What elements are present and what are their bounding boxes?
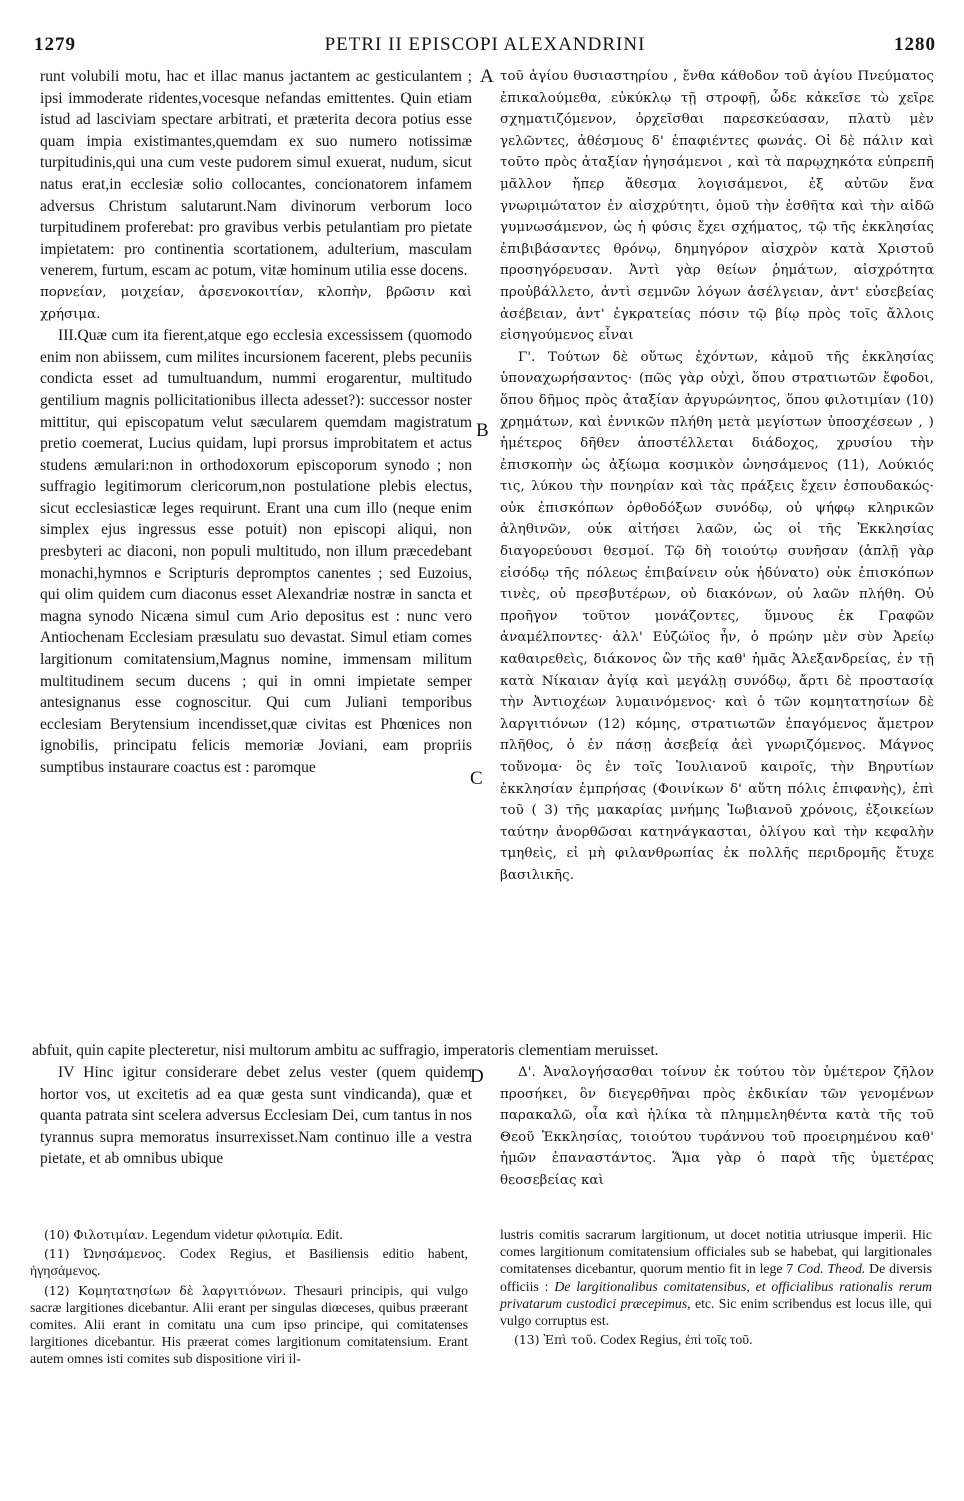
footnote-13-text: Codex Regius, ἐπὶ τοῖς τοῦ. <box>600 1332 753 1348</box>
footnote-13 <box>500 1331 932 1348</box>
footnote-12-quote: De largitionalibus comitatensibus, et officialibus rationalis rerum privatarum custodici præcepimus, <box>500 1278 932 1311</box>
footnote-12-cod: Cod. Theod. <box>797 1261 866 1277</box>
latin-greek-tail: πορνείαν, μοιχείαν, ἀρσενοκοιτίαν, κλοπὴν, βρῶσιν καὶ χρήσιμα. <box>40 284 472 322</box>
footnote-10-lemma: (10) Φιλοτιμίαν. <box>44 1227 149 1242</box>
greek-column <box>500 66 934 1038</box>
section-marker-a: A <box>480 66 494 87</box>
footnote-11 <box>30 1245 468 1279</box>
footnotes-left <box>30 1226 468 1370</box>
greek-paragraph-ii-end: τοῦ ἁγίου θυσιαστηρίου , ἔνθα κάθοδον τοῦ ἁγίου Πνεύματος ἐπικαλούμεθα, εὐκύκλῳ τῇ στροφῇ, ὧδε κἀκεῖσε τὼ χεῖρε σχηματιζόμενον, ὀρχεῖσθαι παρεσκεύασαν, πλατὺ μὲν γελῶντες, ἀθέσμους δ' ἐπαφιέντες φωνάς. Οἱ δὲ πάλιν καὶ τοῦτο πρὸς ἀταξίαν ἡγησάμενοι , καὶ τὰ παρῳχηκότα εὐπρεπῆ μᾶλλον ἤπερ ἄθεσμα λογισάμενοι, ἐξ αὐτῶν ἕνα γνωριμώτατον ἐν αἰσχρύτητι, ὁμοῦ τὴν ἐσθῆτα καὶ τὴν αἰδῶ γυμνωσάμενον, ὡς ἡ φύσις ἔχει σχήματος, τῷ τῆς ἐκκλησίας ἐπιβιβάσαντες θρόνῳ, δημηγόρον αἰσχρὸν κατὰ Χριστοῦ προσηγόρευσαν. Ἀντὶ γὰρ θείων ῥημάτων, αἰσχρότητα προὐβάλλετο, ἀντὶ σεμνῶν λόγων ἀσέλγειαν, ἀντ' εὐσεβείας ἀσέβειαν, ἀντ' ἐγκρατείας πόσιν τῷ βίῳ πρὸς τοῖς ἄλλοις εἰσηγούμενος εἶναι <box>500 69 934 344</box>
section-marker-d: D <box>470 1066 484 1087</box>
footnote-10 <box>30 1226 468 1243</box>
footnotes-right <box>500 1226 932 1350</box>
latin-column <box>40 66 472 1038</box>
latin-paragraph-ii-end: runt volubili motu, hac et illac manus jactantem ac gesticulantem ; ipsi immoderate ridentes,vocesque nefandas emittentes. Quin etiam istud ad lasciviam spectare arbitrati, et præterita decora potius esse quam impia existimantes,quemdam ex suo numero notissimæ turpitudinis,qui una cum veste pudorem simul exuerat, nudum, sicut natus erat,in ecclesiæ solio collocantes, concionatorem infamem adversus Christum salutarunt.Nam divinorum verborum loco turpitudinem proferebat: pro gravibus verbis petulantiam pro pietate impietatem: pro continentia scortationem, adulterium, masculam venerem, furtum, escam ac potum, vitæ hominum utilia esse docens. <box>40 68 472 280</box>
footnote-12-cont-a: lustris comitis sacrarum largitionum, ut docet notitia utriusque imperii. Hic comes largitionum comitatensium officiales sub se habebat, qui largitionales comitatenses dicebantur, quorum mentio fit in lege 7 <box>500 1227 932 1277</box>
footnote-10-text: Legendum videtur φιλοτιμία. Edit. <box>151 1227 343 1242</box>
greek-paragraph-iv: Δ'. Ἀναλογήσασθαι τοίνυν ἐκ τούτου τὸν ὑμέτερον ζῆλον προσήκει, ὃν διεγερθῆναι πρὸς ἐκδικίαν τῶν γενομένων παρακαλῶ, οἷα καὶ ἡλίκα τὰ πλημμεληθέντα κατὰ τῆς τοῦ Θεοῦ Ἐκκλησίας, τοιούτου τυράννου τοῦ προειρημένου καθ' ἡμῶν ἐπαναστάντος. Ἅμα γὰρ ὁ παρὰ τῆς ὑμετέρας θεοσεβείας καὶ <box>500 1065 934 1188</box>
footnote-13-lemma: (13) Ἐπὶ τοῦ. <box>514 1332 597 1348</box>
latin-column-iv <box>40 1062 472 1212</box>
running-header <box>34 34 936 60</box>
footnote-11-text: Codex Regius, et Basiliensis editio habent, ἡγησάμενος. <box>30 1246 469 1279</box>
greek-paragraph-iii: Γ'. Τούτων δὲ οὕτως ἐχόντων, κἀμοῦ τῆς ἐκκλησίας ὑποναχωρήσαντος· (πῶς γὰρ οὐχὶ, ὅπου στρατιωτῶν ἔφοδοι, ὅπου δῆμος πρὸς ἀταξίαν ἀργυρώνητος, ὅπου φιλοτιμίαν (10) χρημάτων, καὶ ἐννικῶν πλήθη μετὰ μεγίστων ὑποσχέσεων , ) ἡμέτερος δῆθεν ἀποστέλλεται διάδοχος, χρυσίου τὴν ἐπισκοπὴν ὡς ἀξίωμα κοσμικὸν ὠνησάμενος (11), Λούκιός τις, λύκου τὴν πονηρίαν καὶ τὰς πράξεις ἔχειν ἐσπουδακώς· οὐκ ἐπισκόπων ὀρθοδόξων συνόδῳ, οὐ ψήφῳ κληρικῶν ἀληθινῶν, οὐκ αἰτήσει λαῶν, ὡς οἱ τῆς Ἐκκλησίας διαγορεύουσι θεσμοί. Τῷ δὴ τοιούτῳ συνῆσαν (ἁπλῇ γὰρ εἰσόδῳ τῆς πόλεως ἐπιβαίνειν οὐκ ἠδύνατο) οὐκ ἐπισκόπων τινὲς, οὐ πρεσβυτέρων, οὐ διακόνων, οὐ λαῶν πλήθη. Οὐ προῆγον τοῦτον μονάζοντες, ὕμνους ἐκ Γραφῶν ἀναμέλποντες· ἀλλ' Εὐζώϊος ἦν, ὁ πρώην μὲν σὺν Ἀρείῳ καθαιρεθεὶς, διάκονος ὢν τῆς καθ' ἡμᾶς Ἀλεξανδρείας, ἐν τῇ κατὰ Νίκαιαν ἁγίᾳ καὶ μεγάλῃ συνόδῳ, ἄρτι δὲ προστασίᾳ τὴν Ἀντιοχέων λυμαινόμενος· καὶ ὁ τῶν κομητατησίων δὲ λαργιτιόνων (12) κόμης, στρατιωτῶν ἐπαγόμενος ἄμετρον πλῆθος, ὁ ἐν πάσῃ ἀσεβείᾳ ἀεὶ γνωριζόμενος. Μάγνος τοὔνομα· ὃς ἐν τοῖς Ἰουλιανοῦ καιροῖς, τὴν Βηρυτίων ἐκκλησίαν ἐμπρήσας (Φοινίκων δ' αὕτη πόλις ἐπιφανὴς), ἐπὶ τοῦ ( 3) τῆς μακαρίας μνήμης Ἰωβιανοῦ χρόνοις, ἐξοικείων ταύτην ἀνορθῶσαι κατηνάγκασται, ὀλίγου καὶ τὴν κεφαλὴν τμηθεὶς, εἰ μὴ φιλανθρωπίας ἐκ πολλῆς περιδρομῆς ἔτυχε βασιλικῆς. <box>500 349 934 883</box>
page-number-right: 1280 <box>894 34 936 55</box>
footnote-12 <box>30 1282 468 1368</box>
footnote-12-text: Thesauri principis, qui vulgo sacræ largitiones dicebantur. Alii erant per singulas diœceses, quibus præerant comites. Alii erant in comitatu una cum ipso principe, qui comitatenses largitiones dicebantur. His præerat comes largitionum comitatensium. Erant autem omnes isti comites sub dispositione viri il- <box>30 1282 469 1367</box>
page-number-left: 1279 <box>34 34 76 55</box>
running-title: PETRI II EPISCOPI ALEXANDRINI <box>324 34 646 55</box>
footnote-12-cont-b: De diversis officiis : <box>500 1261 932 1294</box>
section-marker-b: B <box>476 420 489 441</box>
section-marker-c: C <box>470 768 483 789</box>
footnote-12-lemma: (12) Κομητατησίων δὲ λαργιτιόνων. <box>44 1282 287 1298</box>
greek-column-iv <box>500 1062 934 1212</box>
latin-paragraph-iv: IV Hinc igitur considerare debet zelus vester (quem quidem hortor vos, ut excitetis ad ea quæ gesta sunt vindicanda), quæ et quanta patrata sint scelera adversus Ecclesiam Dei, cum tantus in nos tyrannus supra memoratus insurrexisset.Nam continuo ille a vestra pietate, et ab omnibus ubique <box>40 1064 472 1168</box>
footnote-12-cont-c: etc. Sic enim scribendus est locus ille, qui vulgo corruptus est. <box>500 1295 932 1329</box>
latin-paragraph-iii: III.Quæ cum ita fierent,atque ego ecclesia excessissem (quomodo enim non abiissem, cum milites incursionem facerent, plebs pecuniis condicta esset ad tumultuandum, nummi erogarentur, multitudo gentilium magnis pollicitationibus illecta adesset?): successor noster mittitur, qui episcopatum velut sæcularem quemdam magistratum pretio coemerat, Lucius quidam, lupi prorsus improbitatem et actus studens æmulari:non in orthodoxorum episcoporum synodo ; non suffragio legitimorum clericorum,non postulatione plebis electus, sicut ecclesiasticæ leges requirunt. Erant una cum illo (neque enim simplex ejus ingressus esse potuit) non episcopi aliqui, non presbyteri ac diaconi, non populi multitudo, non illum præcedebant monachi,hymnos e Scripturis depromptos canentes ; sed Euzoius, qui olim quidem cum diaconus esset Alexandriæ nostræ in sancta et magna synodo Nicæna simul cum Ario depositus est : nunc vero Antiochenam Ecclesiam præsulatu suo devastat. Simul etiam comes largitionum comitatensium,Magnus nomine, immensam militum multitudinem secum ducens ; qui in omni impietate semper antesignanus esse cognoscitur. Qui cum Juliani temporibus ecclesiam Berytensium incendisset,quæ civitas est Phœnices non ignobilis, principatu felicis memoriæ Joviani, eam propriis sumptibus instaurare coactus est : paromque <box>40 327 472 776</box>
footnote-12-continued <box>500 1226 932 1329</box>
full-width-line: abfuit, quin capite plecteretur, nisi multorum ambitu ac suffragio, imperatoris clementiam meruisset. <box>32 1042 659 1059</box>
footnote-11-lemma: (11) Ὠνησάμενος. <box>44 1246 167 1262</box>
